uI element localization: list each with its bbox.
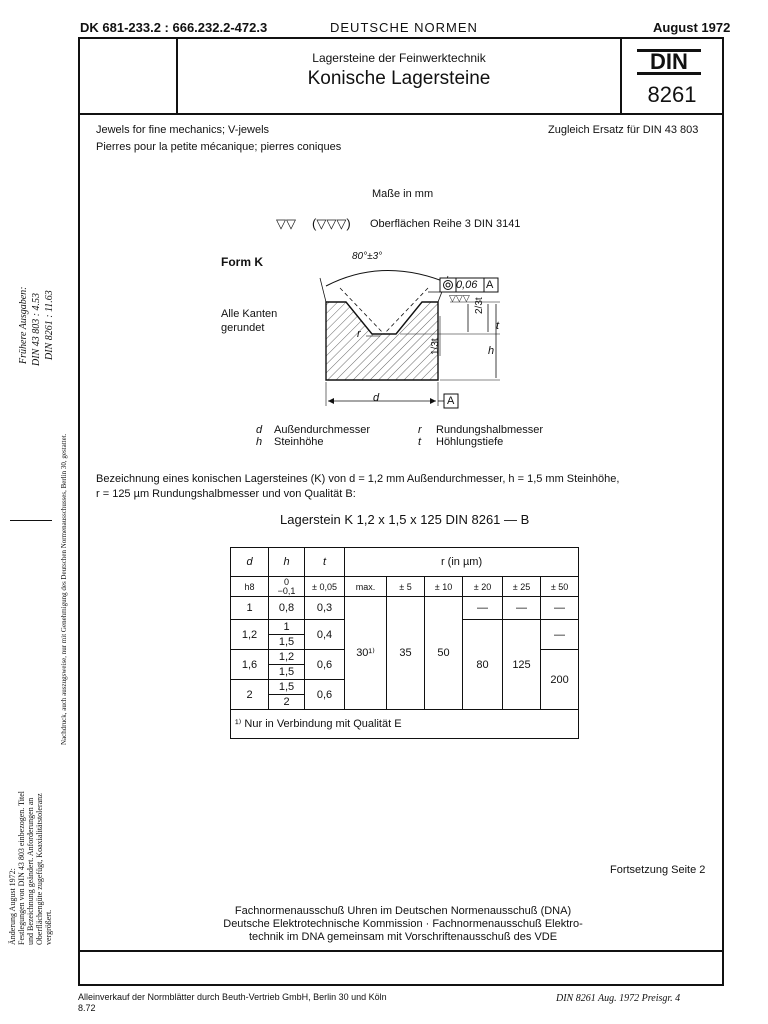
legend-symbol: r — [418, 424, 422, 436]
r-col-10: ± 10 — [425, 577, 463, 597]
cell-t: 0,4 — [305, 620, 345, 650]
radius-r-label: r — [357, 328, 361, 340]
tol-h-lower: −0,1 — [277, 585, 296, 596]
tolerance-value: 0,06 — [456, 279, 478, 291]
org-name: DEUTSCHE NORMEN — [330, 20, 478, 35]
cell-r-10: 50 — [425, 597, 463, 710]
cell-h: 1,5 — [269, 680, 305, 695]
dk-number: DK 681-233.2 : 666.232.2-472.3 — [80, 20, 268, 35]
col-header-r: r (in µm) — [345, 548, 579, 577]
depth-surface-mark: ▽▽▽ — [449, 293, 470, 303]
committee-line: technik im DNA gemeinsam mit Vorschriftenausschuß des VDE — [248, 931, 558, 943]
tol-h-upper: 0 — [283, 576, 289, 587]
footer-publisher: Alleinverkauf der Normblätter durch Beuth-Vertrieb GmbH, Berlin 30 und Köln — [78, 992, 387, 1002]
footer-reference: DIN 8261 Aug. 1972 Preisgr. 4 — [556, 993, 681, 1004]
side-divider — [10, 520, 52, 521]
angle-arc — [326, 270, 450, 286]
committee-block — [178, 905, 628, 944]
side-change-note — [8, 791, 53, 945]
footer-date-code: 8.72 — [78, 1003, 96, 1013]
cell-d: 1,6 — [231, 650, 269, 680]
legend-text: Steinhöhe — [274, 436, 324, 448]
cell-d: 2 — [231, 680, 269, 710]
side-earlier-editions: Frühere Ausgaben: — [18, 286, 29, 364]
side-earlier-edition-1: DIN 43 803 : 4.53 — [31, 292, 42, 366]
cell-dash: — — [463, 597, 503, 620]
cell-d: 1,2 — [231, 620, 269, 650]
din-logo: DIN — [637, 49, 701, 75]
edges-note: Alle Kanten gerundet — [221, 308, 278, 334]
cell-dash: — — [541, 620, 579, 650]
side-change-line: Oberflächengüte zugefügt, Koaxialitätstoleranz — [35, 793, 44, 945]
tol-t: ± 0,05 — [305, 577, 345, 597]
committee-line: Fachnormenausschuß Uhren im Deutschen Normenausschuß (DNA) — [234, 905, 572, 917]
designation-text-1: Bezeichnung eines konischen Lagersteines (K) von d = 1,2 mm Außendurchmesser, h = 1,5 mm Steinhöhe, — [96, 473, 620, 485]
col-header-t: t — [305, 548, 345, 577]
cell-r-50: 200 — [541, 650, 579, 710]
side-reprint-note: Nachdruck, auch auszugsweise, nur mit Genehmigung des Deutschen Normenausschusses, Berlin 30, gestattet. — [60, 433, 68, 745]
depth-one-third-label: 1/3t — [430, 338, 441, 355]
cell-h: 1,5 — [269, 665, 305, 680]
legend-symbol: t — [418, 436, 422, 448]
cell-h: 1 — [269, 620, 305, 635]
depth-t-label: t — [496, 320, 500, 332]
dimension-table — [230, 547, 579, 739]
height-h-label: h — [488, 345, 495, 357]
committee-line: Deutsche Elektrotechnische Kommission · Fachnormenausschuß Elektro- — [223, 918, 583, 930]
surface-standard: Oberflächen Reihe 3 DIN 3141 — [370, 218, 521, 230]
r-col-5: ± 5 — [387, 577, 425, 597]
cell-dash: — — [503, 597, 541, 620]
side-change-line: Änderung August 1972: — [8, 868, 17, 945]
tolerance-datum: A — [486, 279, 494, 291]
surface-symbol-secondary: (▽▽▽) — [312, 216, 351, 231]
din-number: 8261 — [647, 82, 697, 107]
r-col-20: ± 20 — [463, 577, 503, 597]
doc-subtitle: Lagersteine der Feinwerktechnik — [312, 51, 486, 65]
title-english: Jewels for fine mechanics; V-jewels — [96, 124, 270, 136]
symbol-legend — [254, 424, 545, 448]
v-jewel-drawing — [300, 246, 520, 416]
depth-two-thirds-label: 2/3t — [474, 297, 485, 314]
r-col-25: ± 25 — [503, 577, 541, 597]
designation-example: Lagerstein K 1,2 x 1,5 x 125 DIN 8261 — B — [280, 512, 530, 527]
cell-d: 1 — [231, 597, 269, 620]
cell-h: 0,8 — [269, 597, 305, 620]
cell-r-5: 35 — [387, 597, 425, 710]
tol-d: h8 — [231, 577, 269, 597]
cell-h: 2 — [269, 695, 305, 710]
cell-r-max: 30¹⁾ — [345, 597, 387, 710]
jewel-section — [326, 302, 438, 380]
legend-text: Höhlungstiefe — [436, 436, 504, 448]
issue-date: August 1972 — [653, 20, 731, 35]
continuation-note: Fortsetzung Seite 2 — [610, 864, 706, 876]
cell-h: 1,2 — [269, 650, 305, 665]
datum-a-label: A — [447, 395, 455, 407]
legend-text: Außendurchmesser — [274, 424, 370, 436]
cell-r-25: 125 — [503, 620, 541, 710]
surface-symbol-primary: ▽▽ — [276, 216, 296, 231]
title-french: Pierres pour la petite mécanique; pierres coniques — [96, 141, 342, 153]
col-header-d: d — [231, 548, 269, 577]
legend-row — [254, 424, 545, 436]
footer-divider — [78, 950, 724, 952]
side-change-line: vergrößert. — [44, 909, 53, 945]
tol-h — [269, 577, 305, 597]
diameter-d-label: d — [373, 392, 380, 404]
form-label: Form K — [221, 255, 263, 269]
cell-t: 0,6 — [305, 680, 345, 710]
cell-dash: — — [541, 597, 579, 620]
legend-row — [254, 436, 545, 448]
r-col-50: ± 50 — [541, 577, 579, 597]
legend-symbol: h — [256, 436, 263, 448]
table-footnote: ¹⁾ Nur in Verbindung mit Qualität E — [231, 710, 579, 739]
cell-h: 1,5 — [269, 635, 305, 650]
side-earlier-edition-2: DIN 8261 : 11.63 — [44, 290, 55, 360]
legend-text: Rundungshalbmesser — [436, 424, 544, 436]
units-note: Maße in mm — [372, 188, 434, 200]
cell-t: 0,6 — [305, 650, 345, 680]
legend-symbol: d — [256, 424, 263, 436]
cell-r-20: 80 — [463, 620, 503, 710]
table-row — [231, 597, 579, 620]
side-change-line: Festlegungen von DIN 43 803 einbezogen. Titel — [17, 791, 26, 945]
doc-title: Konische Lagersteine — [307, 68, 491, 89]
title-divider — [78, 113, 724, 115]
cell-t: 0,3 — [305, 597, 345, 620]
r-col-max: max. — [345, 577, 387, 597]
replacement-note: Zugleich Ersatz für DIN 43 803 — [548, 124, 699, 136]
col-header-h: h — [269, 548, 305, 577]
designation-text-2: r = 125 µm Rundungshalbmesser und von Qualität B: — [96, 488, 356, 500]
angle-label: 80°±3° — [352, 251, 383, 262]
side-change-line: und Bezeichnung geändert. Anforderungen an — [26, 797, 35, 945]
